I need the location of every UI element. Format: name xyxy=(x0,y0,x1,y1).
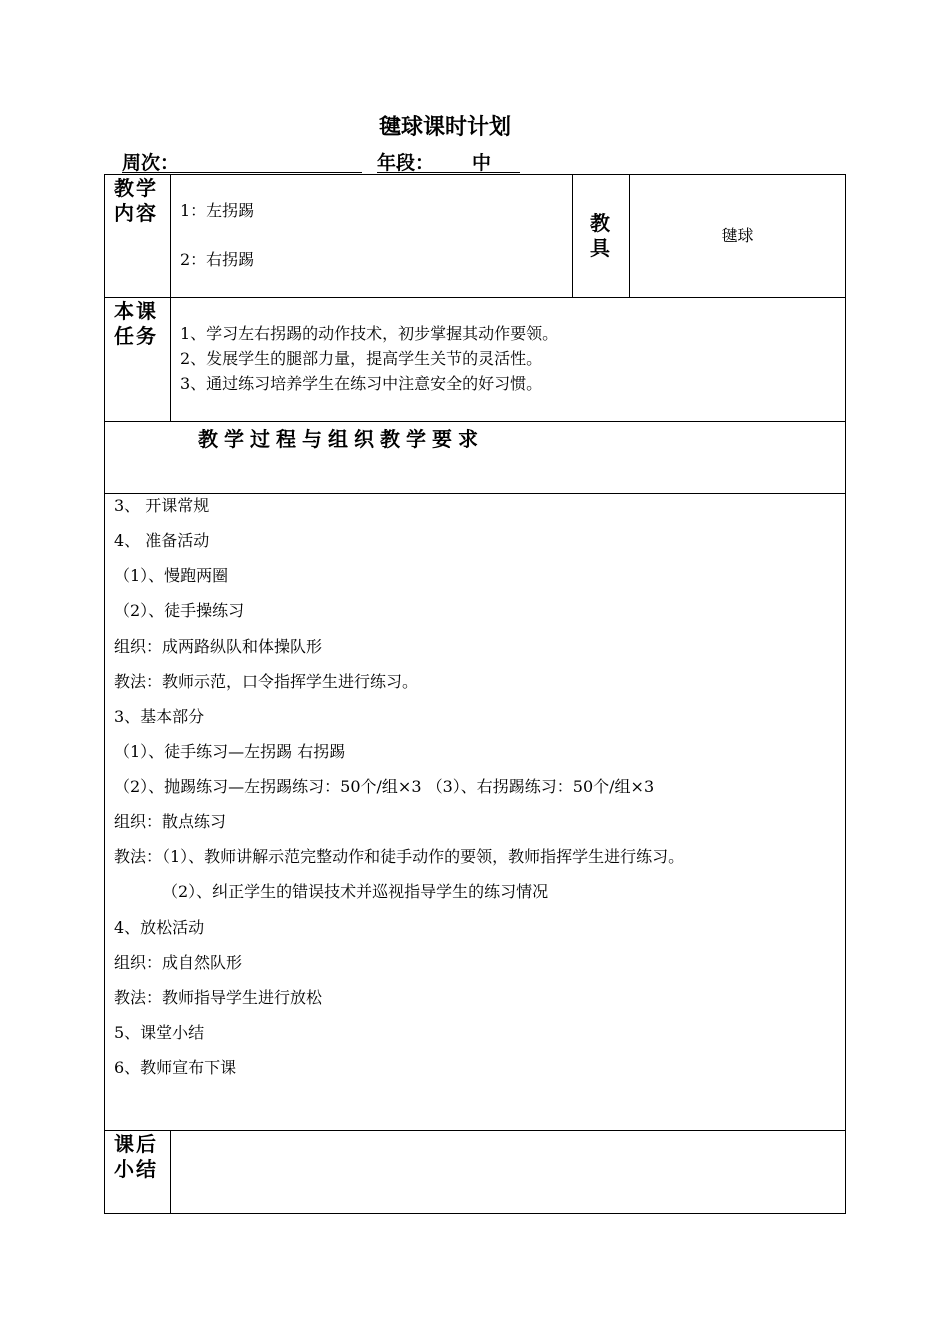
row-divider-2 xyxy=(104,421,846,422)
table-border-bottom xyxy=(104,1213,846,1214)
row-divider-1 xyxy=(104,297,846,298)
content-item-2: 2：右拐踢 xyxy=(180,250,255,269)
equipment-value: 毽球 xyxy=(721,226,754,245)
process-line: 组织：成两路纵队和体操队形 xyxy=(114,637,323,656)
document-title: 毽球课时计划 xyxy=(378,115,511,140)
label-column-divider-bottom xyxy=(170,1130,171,1214)
task-item-1: 1、学习左右拐踢的动作技术，初步掌握其动作要领。 xyxy=(180,324,559,343)
grade-value: 中 xyxy=(472,152,492,174)
equipment-label-divider xyxy=(572,174,573,297)
table-border-top xyxy=(104,174,846,175)
process-line: 4、 准备活动 xyxy=(114,531,210,550)
process-line: 教法：教师指导学生进行放松 xyxy=(114,988,323,1007)
summary-label: 课后小结 xyxy=(114,1132,158,1181)
equipment-label: 教具 xyxy=(590,211,612,260)
week-underline xyxy=(122,172,362,173)
content-item-1: 1：左拐踢 xyxy=(180,201,255,220)
process-line: （1）、徒手练习—左拐踢 右拐踢 xyxy=(114,742,346,761)
process-line: （2）、抛踢练习—左拐踢练习：50个/组×3 （3）、右拐踢练习：50个/组×3 xyxy=(114,777,655,796)
process-title: 教学过程与组织教学要求 xyxy=(198,427,484,451)
process-line: 组织：成自然队形 xyxy=(114,953,243,972)
grade-underline xyxy=(377,172,520,173)
process-line: （2）、纠正学生的错误技术并巡视指导学生的练习情况 xyxy=(162,882,549,901)
row-divider-4 xyxy=(104,1130,846,1131)
process-line: 5、课堂小结 xyxy=(114,1023,205,1042)
label-column-divider-top xyxy=(170,174,171,421)
process-line: 3、 开课常规 xyxy=(114,496,210,515)
process-line: 教法：（1）、教师讲解示范完整动作和徒手动作的要领，教师指挥学生进行练习。 xyxy=(114,847,685,866)
process-line: （1）、慢跑两圈 xyxy=(114,566,229,585)
row-divider-3 xyxy=(104,493,846,494)
task-item-2: 2、发展学生的腿部力量，提高学生关节的灵活性。 xyxy=(180,349,543,368)
task-item-3: 3、通过练习培养学生在练习中注意安全的好习惯。 xyxy=(180,374,543,393)
table-border-left xyxy=(104,174,105,1214)
process-line: 4、放松活动 xyxy=(114,918,205,937)
week-label: 周次： xyxy=(122,152,180,174)
process-line: 组织：散点练习 xyxy=(114,812,227,831)
task-label: 本课任务 xyxy=(114,299,158,348)
content-label: 教学内容 xyxy=(114,176,158,225)
grade-label: 年段： xyxy=(377,152,435,174)
process-line: （2）、徒手操练习 xyxy=(114,601,245,620)
process-line: 3、基本部分 xyxy=(114,707,205,726)
process-line: 教法：教师示范，口令指挥学生进行练习。 xyxy=(114,672,419,691)
process-line: 6、教师宣布下课 xyxy=(114,1058,237,1077)
table-border-right xyxy=(845,174,846,1214)
